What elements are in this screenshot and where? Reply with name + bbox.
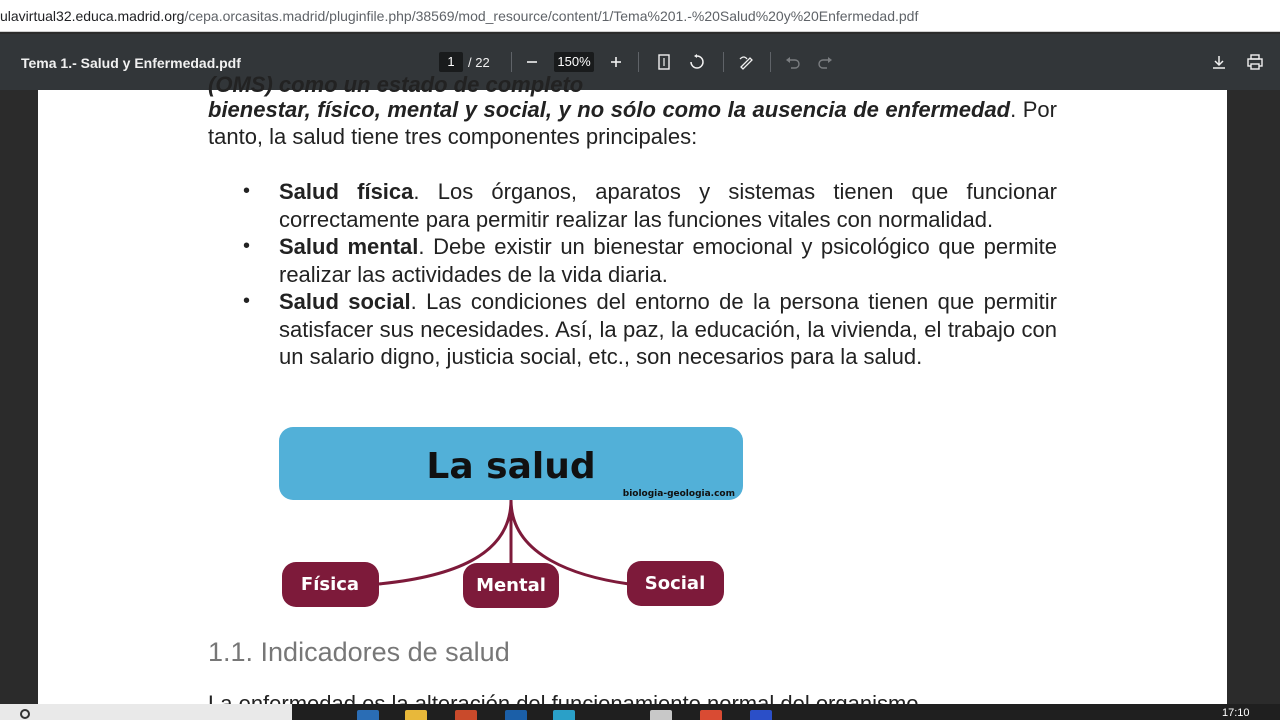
list-item <box>279 178 1057 233</box>
viewer-right-margin <box>1227 90 1280 704</box>
viewer-left-margin <box>0 90 38 704</box>
page-number-input[interactable]: 1 <box>439 52 463 72</box>
list-item-term: Salud mental <box>279 234 419 259</box>
document-title: Tema 1.- Salud y Enfermedad.pdf <box>21 55 241 71</box>
diagram-credit: biologia-geologia.com <box>622 489 735 499</box>
diagram-title: La salud <box>426 446 596 487</box>
print-icon[interactable] <box>1244 52 1266 72</box>
url-path: /cepa.orcasitas.madrid/pluginfile.php/38569/mod_resource/content/1/Tema%201.-%20Salud%20y%20Enfermedad.pdf <box>184 8 919 24</box>
taskbar-search[interactable] <box>0 704 292 720</box>
intro-emphasis: bienestar, físico, mental y social, y no sólo como la ausencia de enfermedad <box>208 97 1011 122</box>
minus-icon[interactable] <box>521 52 543 72</box>
toolbar-divider <box>511 52 512 72</box>
url-host: ulavirtual32.educa.madrid.org <box>0 8 185 24</box>
taskbar-clock[interactable]: 17:10 <box>1222 707 1250 719</box>
intro-paragraph <box>208 96 1057 150</box>
toolbar-divider <box>770 52 771 72</box>
list-item-text: . Debe existir un bienestar emocional y psicológico que permite realizar las actividades de la vida diaria. <box>279 234 1058 287</box>
taskbar-app-icon[interactable] <box>505 710 527 720</box>
list-item-term: Salud social <box>279 289 411 314</box>
health-components-list <box>279 178 1057 371</box>
chrome-icon[interactable] <box>700 710 722 720</box>
download-icon[interactable] <box>1208 52 1230 72</box>
pdf-page <box>38 72 1227 704</box>
address-bar[interactable] <box>0 0 1280 32</box>
intro-rest: . Por tanto, la salud tiene tres componentes principales: <box>208 97 1057 149</box>
health-diagram <box>279 427 744 610</box>
toolbar-divider <box>638 52 639 72</box>
taskbar-app-icon[interactable] <box>650 710 672 720</box>
list-item <box>279 288 1057 371</box>
clipped-bottom-line <box>208 693 1058 704</box>
search-icon <box>20 709 30 719</box>
section-heading: 1.1. Indicadores de salud <box>208 637 510 667</box>
page-total: / 22 <box>468 55 490 70</box>
list-item <box>279 233 1057 288</box>
list-item-text: . Las condiciones del entorno de la persona tienen que permitir satisfacer sus necesidades. Así, la paz, la educación, la vivienda, el trabajo con un salario digno, justicia social, etc., son necesarios para la salud. <box>279 289 1057 369</box>
zoom-input[interactable]: 150% <box>554 52 594 72</box>
annotate-icon[interactable] <box>736 52 758 72</box>
taskbar-app-icon[interactable] <box>553 710 575 720</box>
clipped-top-line: (OMS) como un estado de completo <box>208 72 584 97</box>
diagram-node-social: Social <box>644 573 706 594</box>
url-text[interactable] <box>0 8 918 24</box>
taskbar-app-icon[interactable] <box>357 710 379 720</box>
pdf-viewer[interactable] <box>0 72 1280 704</box>
rotate-icon[interactable] <box>686 52 708 72</box>
diagram-node-fisica: Física <box>300 574 360 595</box>
folder-icon[interactable] <box>405 710 427 720</box>
taskbar-app-icon[interactable] <box>750 710 772 720</box>
list-item-text: . Los órganos, aparatos y sistemas tienen que funcionar correctamente para permitir realizar las funciones vitales con normalidad. <box>279 179 1057 232</box>
os-taskbar <box>0 704 1280 720</box>
taskbar-app-icon[interactable] <box>455 710 477 720</box>
toolbar-divider <box>723 52 724 72</box>
undo-icon[interactable] <box>782 52 804 72</box>
fit-page-icon[interactable] <box>653 52 675 72</box>
list-item-term: Salud física <box>279 179 414 204</box>
redo-icon[interactable] <box>814 52 836 72</box>
diagram-node-mental: Mental <box>476 575 546 596</box>
plus-icon[interactable] <box>605 52 627 72</box>
